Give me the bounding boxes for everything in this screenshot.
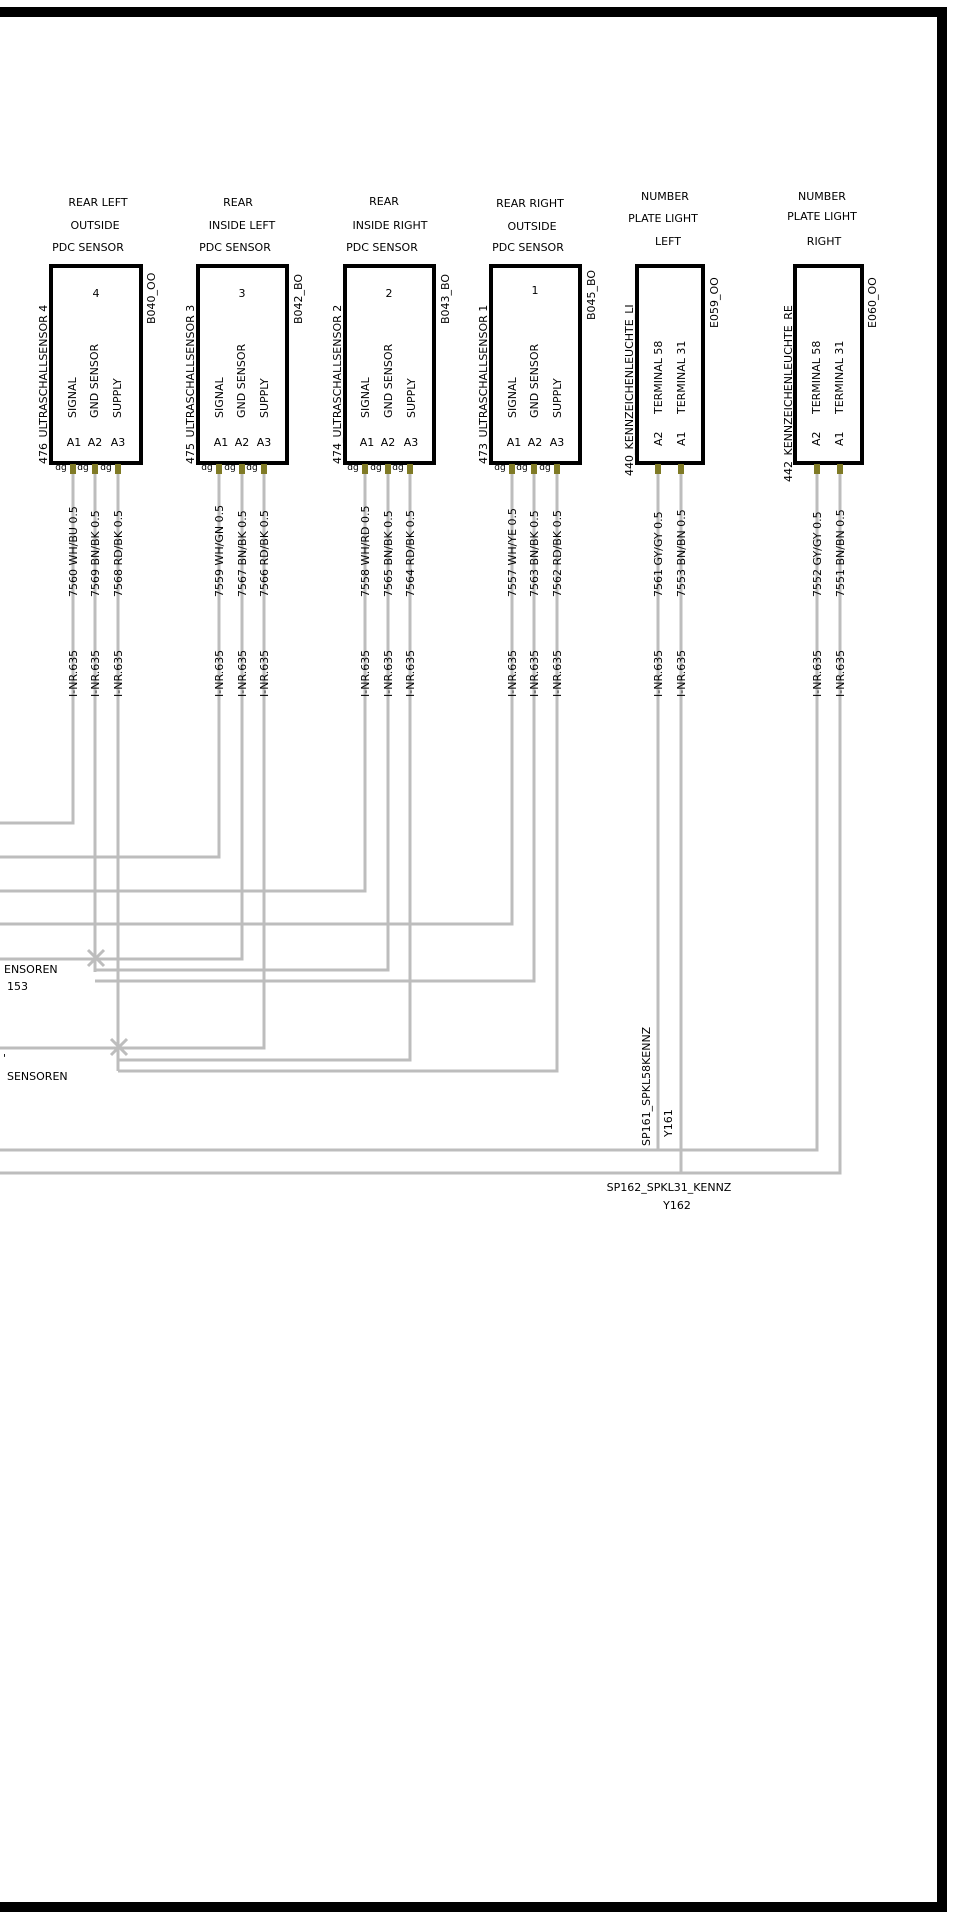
pin-terminal [407, 464, 413, 474]
pin-function-label: TERMINAL 31 [833, 340, 846, 414]
sensor-title-line: PDC SENSOR [492, 241, 564, 254]
light-title-line: NUMBER [798, 190, 846, 203]
pin-function-label: GND SENSOR [235, 343, 248, 418]
pin-label: A2 [527, 436, 543, 449]
pin-function-label: SUPPLY [551, 378, 564, 418]
pin-function-label: TERMINAL 58 [810, 340, 823, 414]
sensor-title-line: REAR LEFT [68, 196, 128, 209]
pin-marker: dg [392, 463, 404, 473]
harness-label: I-NR.635 [811, 649, 824, 697]
harness-label: I-NR.635 [67, 649, 80, 697]
splice-sp162-name: SP162_SPKL31_KENNZ [606, 1181, 732, 1194]
wire-labels [67, 505, 847, 697]
sensor-1-connector [477, 197, 598, 464]
connector-side-label: 474_ULTRASCHALLSENSOR 2 [331, 304, 344, 464]
sensor-title-line: REAR [369, 195, 399, 208]
sensor-title-line: OUTSIDE [507, 220, 557, 233]
sensor-number: 3 [238, 287, 246, 300]
splice-sp161-id: Y161 [662, 1109, 675, 1137]
connector-code: B042_BO [292, 273, 305, 324]
pin-label: A1 [675, 431, 688, 446]
pin-label: A1 [833, 431, 846, 446]
pin-terminal [837, 464, 843, 474]
harness-label: I-NR.635 [89, 649, 102, 697]
wire-7563 [95, 465, 534, 981]
pin-marker: dg [201, 463, 213, 473]
harness-label: I-NR.635 [528, 649, 541, 697]
wire-label: 7565 BN/BK 0.5 [382, 510, 395, 597]
wire-label: 7562 RD/BK 0.5 [551, 509, 564, 597]
harness-label: I-NR.635 [551, 649, 564, 697]
wire-label: 7563 BN/BK 0.5 [528, 510, 541, 597]
plate-light-right-connector [782, 190, 879, 482]
pin-marker: dg [55, 463, 67, 473]
pin-marker: dg [100, 463, 112, 473]
pin-terminal [678, 464, 684, 474]
wire-7559 [0, 465, 219, 857]
pin-function-label: TERMINAL 31 [675, 340, 688, 414]
connector-side-label: 442_KENNZEICHENLEUCHTE_RE [782, 305, 795, 482]
sensor-number: 4 [92, 287, 100, 300]
light-title-line: NUMBER [641, 190, 689, 203]
harness-label: I-NR.635 [236, 649, 249, 697]
sensor-title-line: OUTSIDE [70, 219, 120, 232]
pin-label: A3 [256, 436, 272, 449]
pin-terminal [92, 464, 98, 474]
wire-label: 7561 GY/GY 0.5 [652, 511, 665, 597]
wire-label: 7559 WH/GN 0.5 [213, 504, 226, 597]
pin-terminal [655, 464, 661, 474]
wire-7560 [0, 465, 73, 823]
pin-marker: dg [494, 463, 506, 473]
harness-label: I-NR.635 [506, 649, 519, 697]
supply-tick: ' [3, 1052, 7, 1065]
harness-label: I-NR.635 [213, 649, 226, 697]
harness-label: I-NR.635 [359, 649, 372, 697]
harness-label: I-NR.635 [382, 649, 395, 697]
pin-function-label: SUPPLY [111, 378, 124, 418]
wire-label: 7568 RD/BK 0.5 [112, 509, 125, 597]
pin-terminal [239, 464, 245, 474]
pin-label: A1 [506, 436, 522, 449]
pin-terminal [216, 464, 222, 474]
plate-light-left-connector [623, 190, 721, 476]
pin-function-label: GND SENSOR [382, 343, 395, 418]
sensor-number: 1 [531, 284, 539, 297]
pin-label: A3 [403, 436, 419, 449]
sensor-title-line: REAR [223, 196, 253, 209]
sensor-3-connector [184, 196, 305, 464]
connector-side-label: 475_ULTRASCHALLSENSOR 3 [184, 304, 197, 464]
sensor-title-line: PDC SENSOR [346, 241, 418, 254]
pin-terminal [261, 464, 267, 474]
sensor-4-connector [37, 196, 158, 464]
harness-label: I-NR.635 [652, 649, 665, 697]
light-title-line: LEFT [655, 235, 681, 248]
pin-marker: dg [516, 463, 528, 473]
harness-label: I-NR.635 [675, 649, 688, 697]
pin-function-label: SIGNAL [506, 377, 519, 418]
pin-label: A3 [110, 436, 126, 449]
connector-box [795, 266, 862, 463]
sensor-title-line: INSIDE RIGHT [352, 219, 428, 232]
harness-label: I-NR.635 [112, 649, 125, 697]
pin-terminal [531, 464, 537, 474]
pin-terminal [115, 464, 121, 474]
wire-label: 7566 RD/BK 0.5 [258, 509, 271, 597]
light-title-line: PLATE LIGHT [787, 210, 857, 223]
pin-marker: dg [224, 463, 236, 473]
wire-harness [0, 465, 840, 1173]
pin-function-label: TERMINAL 58 [652, 340, 665, 414]
wire-label: 7553 BN/BN 0.5 [675, 509, 688, 597]
gnd-sensors-label: ENSOREN [4, 963, 58, 976]
connector-side-label: 440_KENNZEICHENLEUCHTE_LI [623, 304, 636, 476]
wire-7558 [0, 465, 365, 891]
connector-code: B043_BO [439, 273, 452, 324]
pin-terminal [509, 464, 515, 474]
sensor-title-line: INSIDE LEFT [208, 219, 276, 232]
pin-function-label: SIGNAL [359, 377, 372, 418]
pin-marker: dg [539, 463, 551, 473]
harness-label: I-NR.635 [834, 649, 847, 697]
pin-terminal [362, 464, 368, 474]
pin-marker: dg [370, 463, 382, 473]
pin-label: A1 [359, 436, 375, 449]
harness-label: I-NR.635 [404, 649, 417, 697]
pin-label: A1 [66, 436, 82, 449]
pin-function-label: GND SENSOR [88, 343, 101, 418]
pin-terminal [554, 464, 560, 474]
pin-label: A2 [380, 436, 396, 449]
pin-terminal [814, 464, 820, 474]
gnd-sensors-number: 153 [7, 980, 28, 993]
wire-label: 7552 GY/GY 0.5 [811, 511, 824, 597]
pin-label: A2 [87, 436, 103, 449]
splice-sp162-id: Y162 [663, 1199, 691, 1212]
pin-label: A2 [234, 436, 250, 449]
pin-marker: dg [347, 463, 359, 473]
connector-code: B040_OO [145, 272, 158, 324]
pin-label: A2 [810, 431, 823, 446]
pin-function-label: SUPPLY [258, 378, 271, 418]
sensor-number: 2 [385, 287, 393, 300]
pin-function-label: SIGNAL [66, 377, 79, 418]
wire-7551 [0, 465, 840, 1173]
light-title-line: RIGHT [806, 235, 842, 248]
pin-function-label: SUPPLY [405, 378, 418, 418]
sensor-title-line: REAR RIGHT [496, 197, 564, 210]
sensor-title-line: PDC SENSOR [199, 241, 271, 254]
connector-box [637, 266, 703, 463]
pin-terminals [55, 463, 843, 474]
pin-function-label: GND SENSOR [528, 343, 541, 418]
wire-label: 7567 BN/BK 0.5 [236, 510, 249, 597]
pin-function-label: SIGNAL [213, 377, 226, 418]
pin-terminal [70, 464, 76, 474]
wire-label: 7569 BN/BK 0.5 [89, 510, 102, 597]
sensor-2-connector [331, 195, 452, 464]
pin-label: A1 [213, 436, 229, 449]
wire-label: 7564 RD/BK 0.5 [404, 509, 417, 597]
connector-code: E059_OO [708, 277, 721, 328]
splice-sp161-name: SP161_SPKL58KENNZ [640, 1026, 653, 1146]
supply-sensors-label: SENSOREN [7, 1070, 68, 1083]
connector-side-label: 473_ULTRASCHALLSENSOR 1 [477, 304, 490, 464]
wire-label: 7551 BN/BN 0.5 [834, 509, 847, 597]
wire-label: 7557 WH/YE 0.5 [506, 507, 519, 597]
pin-terminal [385, 464, 391, 474]
pin-marker: dg [246, 463, 258, 473]
harness-label: I-NR.635 [258, 649, 271, 697]
light-title-line: PLATE LIGHT [628, 212, 698, 225]
sensor-title-line: PDC SENSOR [52, 241, 124, 254]
pin-label: A3 [549, 436, 565, 449]
wire-label: 7560 WH/BU 0.5 [67, 506, 80, 597]
connector-side-label: 476_ULTRASCHALLSENSOR 4 [37, 304, 50, 464]
connector-code: B045_BO [585, 269, 598, 320]
pin-label: A2 [652, 431, 665, 446]
pin-marker: dg [77, 463, 89, 473]
wire-label: 7558 WH/RD 0.5 [359, 505, 372, 597]
connector-code: E060_OO [866, 277, 879, 328]
